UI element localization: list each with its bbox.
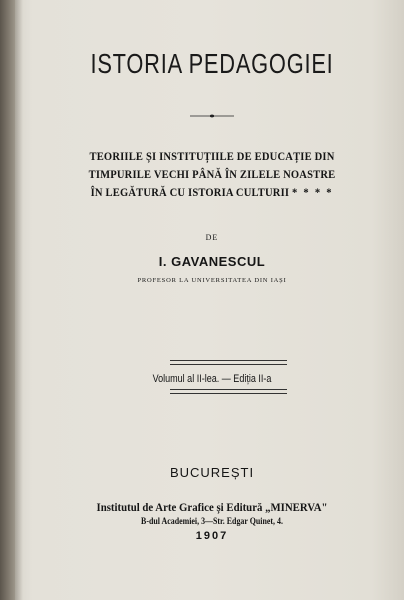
publication-year: 1907 xyxy=(195,530,229,542)
book-binding xyxy=(0,0,15,600)
volume-rule-top-1 xyxy=(170,360,287,361)
book-title: ISTORIA PEDAGOGIEI xyxy=(90,48,334,79)
volume-rule-top-2 xyxy=(170,364,287,365)
volume-rule-bottom-1 xyxy=(170,389,287,390)
volume-rule-bottom-2 xyxy=(170,393,287,394)
subtitle-line-2: TIMPURILE VECHI PÂNĂ ÎN ZILELE NOASTRE xyxy=(88,167,336,181)
book-subtitle xyxy=(43,147,381,201)
publication-city: BUCUREȘTI xyxy=(169,465,255,480)
publisher-name: Institutul de Arte Grafice și Editură „MINERVA" xyxy=(96,500,328,514)
publisher-address: B-dul Academiei, 3—Str. Edgar Quinet, 4. xyxy=(141,516,283,526)
subtitle-star-ornament: * * * * xyxy=(291,185,334,199)
author-preposition: DE xyxy=(205,233,219,242)
page-gutter-shadow xyxy=(15,0,23,600)
subtitle-line-3-text: ÎN LEGĂTURĂ CU ISTORIA CULTURII xyxy=(90,185,290,199)
subtitle-line-1: TEORIILE ȘI INSTITUȚIILE DE EDUCAȚIE DIN xyxy=(89,149,335,163)
volume-edition: Volumul al II-lea. — Ediția II-a xyxy=(152,373,272,385)
subtitle-line-3 xyxy=(43,183,381,201)
title-ornament-rule xyxy=(190,113,234,119)
author-name: I. GAVANESCUL xyxy=(158,254,266,269)
author-affiliation: PROFESOR LA UNIVERSITATEA DIN IAȘI xyxy=(137,277,287,284)
